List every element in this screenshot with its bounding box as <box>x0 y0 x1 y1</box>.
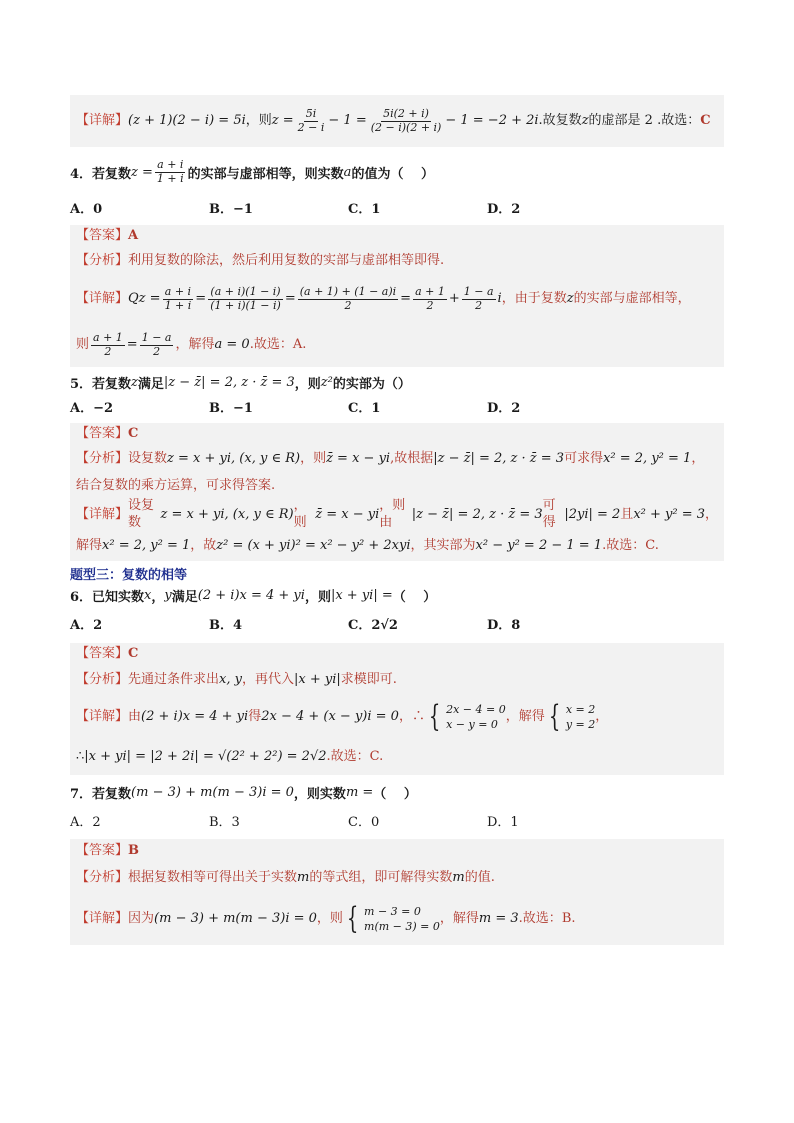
text: ，则由 <box>379 498 406 530</box>
analysis-tag: 【分析】 <box>76 252 129 268</box>
numerator: 5i(2 + i) <box>383 106 429 120</box>
q4-solution-block <box>70 225 724 367</box>
equation: x − y = 0 <box>446 718 498 731</box>
fraction <box>298 286 398 312</box>
text: 设复数 <box>128 450 168 466</box>
numerator: 1 − a <box>463 284 494 298</box>
text: 7．若复数 <box>70 786 132 802</box>
math: y <box>164 587 172 603</box>
denominator: 2 <box>104 344 112 358</box>
q6-stem <box>70 583 724 607</box>
text: ，则 <box>316 910 343 926</box>
math: z <box>566 290 574 306</box>
answer-letter: C. <box>369 748 384 764</box>
text: ，则 <box>300 450 327 466</box>
detail-row <box>76 893 718 945</box>
q6-options <box>70 607 724 639</box>
numerator: (a + 1) + (1 − a)i <box>299 284 397 298</box>
math: − 1 = −2 + 2i <box>445 112 539 128</box>
math: m = <box>345 784 374 800</box>
option-a: A．0 <box>70 201 103 217</box>
denominator: 2 <box>426 298 434 312</box>
text: ，则 <box>294 376 321 392</box>
text: ，则实数 <box>293 786 346 802</box>
option-d: D．2 <box>487 400 521 416</box>
option-a: A．−2 <box>70 400 114 416</box>
math: |x + yi| <box>294 671 341 687</box>
text: 且 <box>620 506 634 522</box>
fraction <box>163 286 194 312</box>
math: z̄ = x − yi <box>315 506 380 522</box>
numerator: a + 1 <box>415 284 445 298</box>
denominator: 2 <box>344 298 352 312</box>
q7-solution-block <box>70 839 724 945</box>
text: 的实部为（） <box>332 376 411 392</box>
equation: y = 2 <box>565 718 596 731</box>
math: z = x + yi, (x, y ∈ R) <box>167 450 301 466</box>
text: 求模即可. <box>340 671 397 687</box>
math: z² <box>320 374 333 390</box>
text: 的实部与虚部相等， <box>573 290 691 306</box>
fraction <box>413 286 447 312</box>
answer-tag: 【答案】 <box>76 842 129 858</box>
answer-row <box>76 839 718 863</box>
math: 2x − 4 + (x − y)i = 0 <box>261 708 399 724</box>
detail-tag: 【详解】 <box>76 708 129 724</box>
math: z̄ = x − yi <box>326 450 391 466</box>
text: （ ） <box>392 589 437 605</box>
text: ， <box>595 708 609 724</box>
option-d: D．8 <box>487 617 521 633</box>
text: 设复数 <box>128 498 155 530</box>
text: 的等式组，即可解得实数 <box>309 869 453 885</box>
q7-stem <box>70 779 724 805</box>
text: ， <box>705 506 719 522</box>
text: ∴ <box>76 748 85 764</box>
option-a: A．2 <box>70 617 103 633</box>
q4-options <box>70 193 724 221</box>
analysis-row-2 <box>76 473 718 499</box>
answer-letter: B. <box>561 910 576 926</box>
math: |z − z̄| = 2, z · z̄ = 3 <box>411 506 543 522</box>
option-c: C．1 <box>348 400 381 416</box>
fraction <box>140 332 174 358</box>
math: z = <box>131 164 153 180</box>
option-b: B．4 <box>209 617 243 633</box>
math: (z + 1)(2 − i) = 5i <box>128 112 246 128</box>
math: |z − z̄| = 2, z · z̄ = 3 <box>163 374 295 390</box>
text: ，则 <box>293 498 307 530</box>
fraction <box>208 286 283 312</box>
detail-row <box>76 695 718 739</box>
text: 结合复数的乘方运算，可求得答案. <box>76 477 276 493</box>
answer-tag: 【答案】 <box>76 227 129 243</box>
equation-system: { 2x − 4 = 0 x − y = 0 <box>428 699 506 734</box>
text: 5．若复数 <box>70 376 132 392</box>
detail-row: 【详解】 Qz = $\frac{a + i}{1 + i}$ = $\frac{(a + i)(1 - i)}{(1 + i)(1 - i)}$ = $\frac{(a + 1) + (1 - a)i}{2}$ = $\frac{a + 1}{2}$ + $\frac{1 - a}{2}$ i ，由于复数 z 的实部与虚部相等， <box>76 284 691 312</box>
option-d: D．2 <box>487 201 521 217</box>
q5-solution-block <box>70 423 724 561</box>
math: m <box>452 869 465 885</box>
analysis-row <box>76 445 718 473</box>
math: a = 0 <box>214 336 250 352</box>
math: (2 + i)x = 4 + yi <box>141 708 249 724</box>
analysis-row <box>76 247 718 275</box>
answer-tag: 【答案】 <box>76 645 129 661</box>
math: z <box>581 112 589 128</box>
text: 则 <box>76 336 90 352</box>
q3-detail-row <box>76 108 711 134</box>
text: 可得 <box>542 498 556 530</box>
analysis-tag: 【分析】 <box>76 671 129 687</box>
text: ，则 <box>245 112 272 128</box>
detail-tag: 【详解】 <box>76 290 129 306</box>
detail-row-2 <box>76 531 718 561</box>
analysis-text: 利用复数的除法，然后利用复数的实部与虚部相等即得. <box>128 252 445 268</box>
math: x² − y² = 2 − 1 = 1 <box>475 537 603 553</box>
option-a: A．2 <box>70 814 101 830</box>
equation: x = 2 <box>565 702 596 716</box>
text: ，再代入 <box>241 671 294 687</box>
denominator: (1 + i)(1 − i) <box>210 298 281 312</box>
text: ，则 <box>304 589 331 605</box>
option-b: B．−1 <box>209 201 253 217</box>
answer-letter: C <box>128 645 139 661</box>
equation-system: { x = 2 y = 2 <box>548 699 596 734</box>
equation: m − 3 = 0 <box>364 904 421 918</box>
text: ， <box>151 589 165 605</box>
math: z = x + yi, (x, y ∈ R) <box>160 506 294 522</box>
text: ,故根据 <box>390 450 434 466</box>
text: 先通过条件求出 <box>128 671 220 687</box>
text: 得 <box>248 708 262 724</box>
math: m = 3 <box>478 910 519 926</box>
text: ，解得 <box>175 336 215 352</box>
detail-row <box>76 499 718 531</box>
equation-system: { m − 3 = 0 m(m − 3) = 0 <box>346 901 440 936</box>
math: x, y <box>219 671 242 687</box>
option-c: C．2√2 <box>348 617 398 633</box>
math: |2yi| = 2 <box>564 506 621 522</box>
math: (m − 3) + m(m − 3)i = 0 <box>154 910 317 926</box>
text: 6．已知实数 <box>70 589 145 605</box>
detail-tag: 【详解】 <box>76 506 129 522</box>
numerator: a + i <box>157 157 184 171</box>
numerator: 1 − a <box>141 330 172 344</box>
q5-stem <box>70 371 724 393</box>
answer-letter: C <box>700 112 711 128</box>
text: 满足 <box>171 589 198 605</box>
math: (2 + i)x = 4 + yi <box>197 587 305 603</box>
answer-row <box>76 423 718 445</box>
text: 4．若复数 <box>70 166 132 182</box>
math: z = <box>271 112 294 128</box>
answer-tag: 【答案】 <box>76 425 129 441</box>
math: m <box>297 869 310 885</box>
equation: m(m − 3) = 0 <box>364 920 440 933</box>
math: z² = (x + yi)² = x² − y² + 2xyi <box>216 537 411 553</box>
analysis-tag: 【分析】 <box>76 869 129 885</box>
text: 解得 <box>76 537 103 553</box>
math: x² = 2, y² = 1 <box>102 537 191 553</box>
text: ，其实部为 <box>410 537 476 553</box>
analysis-tag: 【分析】 <box>76 450 129 466</box>
numerator: (a + i)(1 − i) <box>210 284 281 298</box>
option-b: B．−1 <box>209 400 253 416</box>
denominator: (2 − i)(2 + i) <box>370 120 442 134</box>
denominator: 1 + i <box>164 298 192 312</box>
option-b: B．3 <box>209 814 240 830</box>
analysis-row <box>76 665 718 695</box>
math: − 1 = <box>328 112 367 128</box>
answer-letter: B <box>128 842 140 858</box>
text: ，解得 <box>439 910 479 926</box>
math: a <box>343 164 352 180</box>
q6-solution-block <box>70 643 724 775</box>
answer-row <box>76 225 718 247</box>
answer-letter: A <box>128 227 139 243</box>
numerator: 5i <box>305 106 317 120</box>
option-d: D．1 <box>487 814 519 830</box>
q4-stem <box>70 151 724 193</box>
option-c: C．0 <box>348 814 380 830</box>
fraction <box>369 108 444 134</box>
q5-options <box>70 393 724 419</box>
text: .故选： <box>326 748 370 764</box>
answer-letter: A. <box>292 336 307 352</box>
text: .故选： <box>518 910 562 926</box>
fraction <box>462 286 496 312</box>
text: 由 <box>128 708 142 724</box>
text: 根据复数相等可得出关于实数 <box>128 869 298 885</box>
analysis-row <box>76 863 718 893</box>
math: x <box>144 587 152 603</box>
q3-solution-block <box>70 95 724 147</box>
detail-tag: 【详解】 <box>76 112 129 128</box>
math: z <box>131 374 138 390</box>
answer-letter: C. <box>645 537 659 553</box>
denominator: 2 <box>153 344 161 358</box>
math: Qz = <box>128 290 161 306</box>
answer-letter: C <box>128 425 139 441</box>
fraction <box>155 159 186 185</box>
text: .故选： <box>249 336 293 352</box>
text: .故选： <box>602 537 646 553</box>
text: 可求得 <box>564 450 604 466</box>
fraction <box>296 108 327 134</box>
denominator: 2 − i <box>297 120 325 134</box>
fraction <box>91 332 125 358</box>
q7-options <box>70 805 724 835</box>
numerator: a + 1 <box>93 330 123 344</box>
text: ，由于复数 <box>501 290 567 306</box>
text: （ ） <box>373 786 417 802</box>
text: 因为 <box>128 910 155 926</box>
detail-row-2: 则 $\frac{a + 1}{2}$ = $\frac{1 - a}{2}$ ，解得 a = 0 .故选： A. <box>76 330 307 358</box>
math: |x + yi| = <box>330 587 393 603</box>
math: x² = 2, y² = 1 <box>603 450 692 466</box>
math: |z − z̄| = 2, z · z̄ = 3 <box>433 450 565 466</box>
math: |x + yi| = |2 + 2i| = √(2² + 2²) = 2√2 <box>84 748 327 764</box>
section-heading: 题型三：复数的相等 <box>70 567 188 583</box>
math: x² + y² = 3 <box>633 506 705 522</box>
detail-tag: 【详解】 <box>76 910 129 926</box>
worksheet-page <box>70 95 724 945</box>
text: 满足 <box>137 376 164 392</box>
text: 的实部与虚部相等，则实数 <box>187 166 344 182</box>
text: ，∴ <box>398 708 425 724</box>
text: ， <box>691 450 705 466</box>
detail-row-2 <box>76 739 718 775</box>
numerator: a + i <box>164 284 192 298</box>
text: ，解得 <box>505 708 545 724</box>
denominator: 1 + i <box>156 171 184 185</box>
text: 的虚部是 2 .故选： <box>588 112 701 128</box>
math: (m − 3) + m(m − 3)i = 0 <box>131 784 294 800</box>
equation: 2x − 4 = 0 <box>446 702 506 716</box>
answer-row <box>76 643 718 665</box>
text: 的值. <box>464 869 495 885</box>
text: .故复数 <box>538 112 582 128</box>
option-c: C．1 <box>348 201 381 217</box>
text: ，故 <box>190 537 217 553</box>
text: 的值为（ ） <box>351 166 434 182</box>
denominator: 2 <box>475 298 483 312</box>
